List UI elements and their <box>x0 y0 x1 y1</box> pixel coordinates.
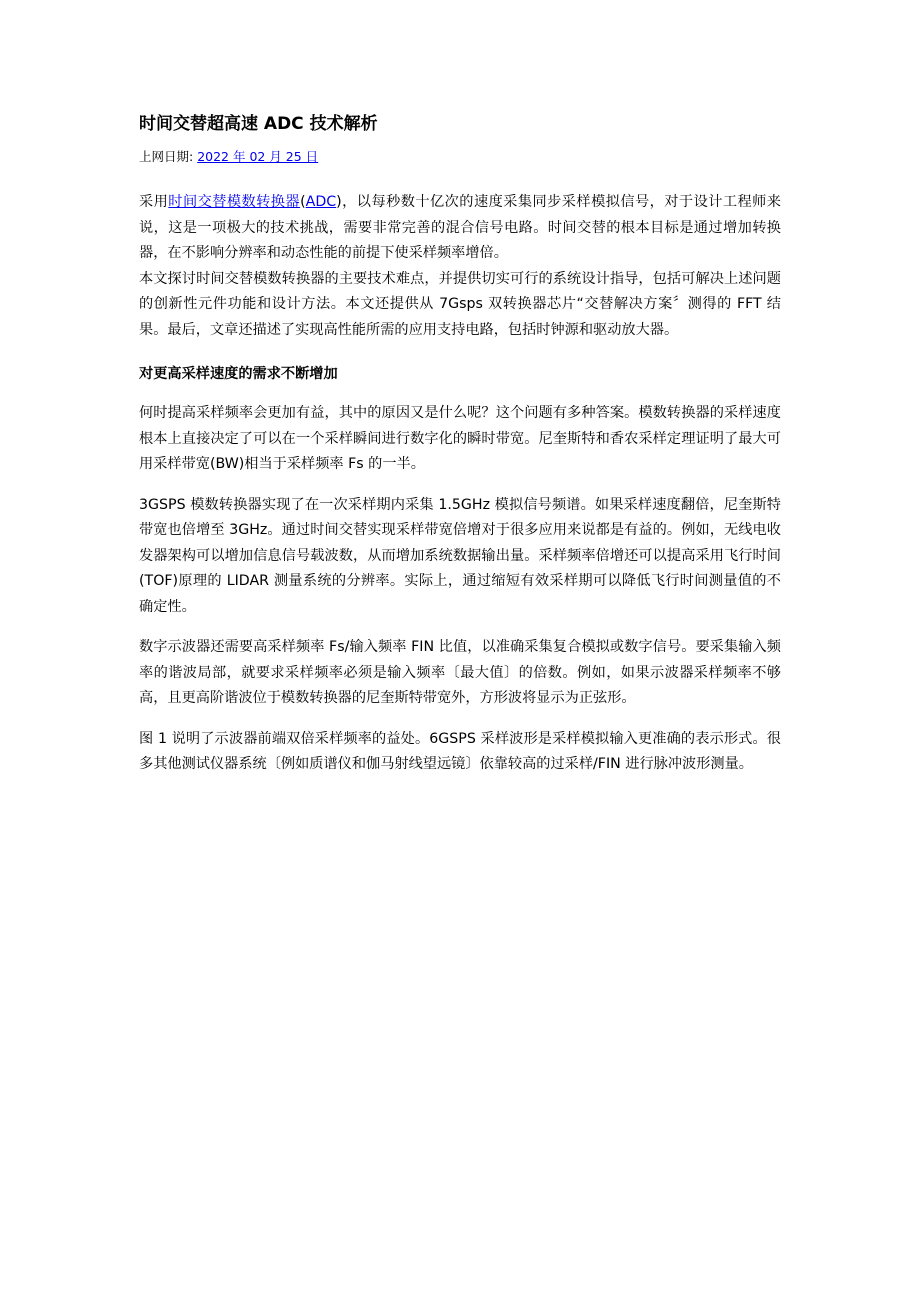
body-paragraph-3: 数字示波器还需要高采样频率 Fs/输入频率 FIN 比值，以准确采集复合模拟或数字信号。要采集输入频率的谐波局部，就要求采样频率必须是输入频率〔最大值〕的倍数。例如，如果示波器采样频率不够高，且更高阶谐波位于模数转换器的尼奎斯特带宽外，方形波将显示为正弦形。 <box>139 639 781 706</box>
intro-paragraph-2: 本文探讨时间交替模数转换器的主要技术难点，并提供切实可行的系统设计指导，包括可解决上述问题的创新性元件功能和设计方法。本文还提供从 7Gsps 双转换器芯片“交替解决方案〞测得的 FFT 结果。最后，文章还描述了实现高性能所需的应用支持电路，包括时钟源和驱动放大器。 <box>139 270 781 338</box>
section-heading: 对更高采样速度的需求不断增加 <box>139 366 338 382</box>
paren-open: ( <box>300 194 306 210</box>
adc-link[interactable]: 时间交替模数转换器 <box>168 194 301 210</box>
publish-date <box>139 148 781 166</box>
body-paragraph-1: 何时提高采样频率会更加有益，其中的原因又是什么呢？这个问题有多种答案。模数转换器的采样速度根本上直接决定了可以在一个采样瞬间进行数字化的瞬时带宽。尼奎斯特和香农采样定理证明了最大可用采样带宽(BW)相当于采样频率 Fs 的一半。 <box>139 405 781 472</box>
body-paragraph-4: 图 1 说明了示波器前端双倍采样频率的益处。6GSPS 采样波形是采样模拟输入更准确的表示形式。很多其他测试仪器系统〔例如质谱仪和伽马射线望远镜〕依靠较高的过采样/FIN 进行脉冲波形测量。 <box>139 730 781 772</box>
adc-abbr-link[interactable]: ADC <box>305 194 337 210</box>
intro-prefix: 采用 <box>139 194 169 210</box>
article-title: 时间交替超高速 ADC 技术解析 <box>139 114 378 134</box>
date-link[interactable]: 2022 年 02 月 25 日 <box>197 149 319 164</box>
body-paragraph-2: 3GSPS 模数转换器实现了在一次采样期内采集 1.5GHz 模拟信号频谱。如果采样速度翻倍，尼奎斯特带宽也倍增至 3GHz。通过时间交替实现采样带宽倍增对于很多应用来说都是有益的。例如，无线电收发器架构可以增加信息信号载波数，从而增加系统数据输出量。采样频率倍增还可以提高采用飞行时间(TOF)原理的 LIDAR 测量系统的分辨率。实际上，通过缩短有效采样期可以降低飞行时间测量值的不确定性。 <box>139 496 781 615</box>
article <box>139 112 781 778</box>
intro-rest: )，以每秒数十亿次的速度采集同步采样模拟信号，对于设计工程师来说，这是一项极大的技术挑战，需要非常完善的混合信号电路。时间交替的根本目标是通过增加转换器，在不影响分辨率和动态性能的前提下使采样频率增倍。 <box>139 194 781 261</box>
date-label: 上网日期: <box>139 149 198 164</box>
intro-paragraph-1 <box>139 190 781 267</box>
